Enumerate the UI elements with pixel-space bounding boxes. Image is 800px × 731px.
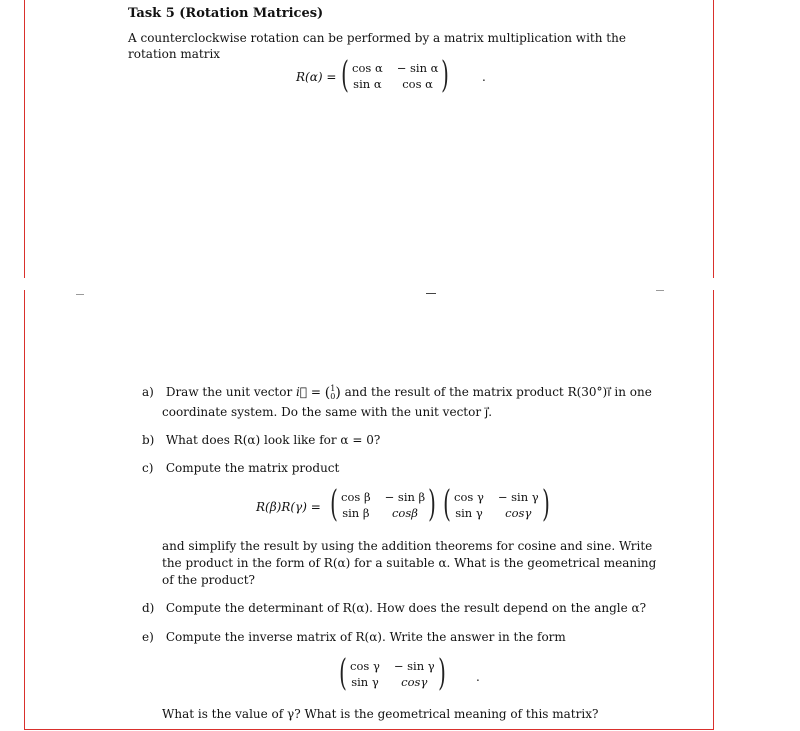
- item-d: [142, 600, 646, 616]
- item-label: a): [142, 385, 154, 399]
- page-break-mark: [76, 294, 84, 295]
- item-a-text: Draw the unit vector: [165, 385, 293, 399]
- matrix-cell: − sin γ: [497, 490, 539, 504]
- column-entry: 0: [330, 391, 336, 401]
- item-label: d): [142, 601, 155, 615]
- item-e-question: What is the value of γ? What is the geometrical meaning of this matrix?: [162, 707, 599, 721]
- task-title: Task 5 (Rotation Matrices): [128, 6, 324, 21]
- matrix-cell: sin γ: [351, 675, 379, 689]
- matrix-cell: cos γ: [350, 659, 380, 673]
- matrix-cell: − sin γ: [393, 659, 435, 673]
- item-c-after-2: the product in the form of R(α) for a suitable α. What is the geometrical meaning: [162, 556, 657, 570]
- matrix-cell: sin γ: [455, 506, 483, 520]
- rotation-matrix: [338, 55, 452, 96]
- matrix-beta-grid: [341, 490, 425, 520]
- matrix-gamma: [440, 484, 553, 525]
- left-paren: (: [330, 484, 338, 525]
- matrix-cell: cosγ: [505, 506, 532, 520]
- item-c-after-3: of the product?: [162, 573, 255, 587]
- left-paren: (: [443, 484, 451, 525]
- intro-line-1: A counterclockwise rotation can be performed by a matrix multiplication with the: [128, 31, 626, 45]
- vector-i: i⃗ =: [296, 385, 321, 399]
- matrix-cell: − sin α: [396, 61, 439, 75]
- rotation-end: .: [482, 70, 486, 84]
- rotation-matrix-grid: [352, 61, 438, 91]
- matrix-cell: − sin β: [384, 490, 426, 504]
- right-paren: ): [428, 484, 437, 525]
- matrix-cell: cosγ: [401, 675, 428, 689]
- matrix-cell: cos α: [352, 61, 383, 75]
- matrix-cell mi: cosβ: [391, 506, 418, 520]
- item-a-line-1: [142, 384, 652, 401]
- item-e: [142, 629, 566, 645]
- item-c: [142, 460, 339, 476]
- item-label: e): [142, 630, 154, 644]
- product-lhs: R(β)R(γ) =: [256, 500, 321, 514]
- matrix-beta: [327, 484, 439, 525]
- page-break-mark: [656, 290, 664, 291]
- column-entry: 1: [330, 383, 336, 393]
- inverse-form-grid: [350, 659, 435, 689]
- page-break-mark: [426, 293, 436, 294]
- item-label: b): [142, 433, 155, 447]
- matrix-gamma-grid: [454, 490, 539, 520]
- left-paren: (: [341, 55, 349, 96]
- item-e-text: Compute the inverse matrix of R(α). Write the answer in the form: [165, 630, 566, 644]
- item-b: [142, 432, 380, 448]
- right-paren: ): [541, 484, 550, 525]
- matrix-cell: sin α: [353, 77, 382, 91]
- column-vector: ( 1 0 ): [324, 383, 341, 401]
- matrix-cell: cos α: [402, 77, 433, 91]
- rotation-lhs: R(α) =: [296, 70, 337, 84]
- right-paren: ): [437, 653, 446, 694]
- matrix-cell: sin β: [342, 506, 370, 520]
- item-c-after-1: and simplify the result by using the addition theorems for cosine and sine. Write: [162, 539, 653, 553]
- matrix-cell: cos γ: [454, 490, 484, 504]
- inverse-form-matrix: [336, 653, 449, 694]
- intro-line-2: rotation matrix: [128, 47, 221, 61]
- right-paren: ): [441, 55, 450, 96]
- left-paren: (: [339, 653, 347, 694]
- inverse-form-end: .: [476, 670, 480, 684]
- item-c-text: Compute the matrix product: [165, 461, 340, 475]
- item-d-text: Compute the determinant of R(α). How does the result depend on the angle α?: [165, 601, 647, 615]
- matrix-cell: cos β: [341, 490, 371, 504]
- item-a-line-2: coordinate system. Do the same with the unit vector j⃗.: [162, 405, 493, 419]
- item-a-text-cont: and the result of the matrix product R(30°)i⃗ in one: [344, 385, 652, 399]
- item-label: c): [142, 461, 154, 475]
- item-b-text: What does R(α) look like for α = 0?: [165, 433, 381, 447]
